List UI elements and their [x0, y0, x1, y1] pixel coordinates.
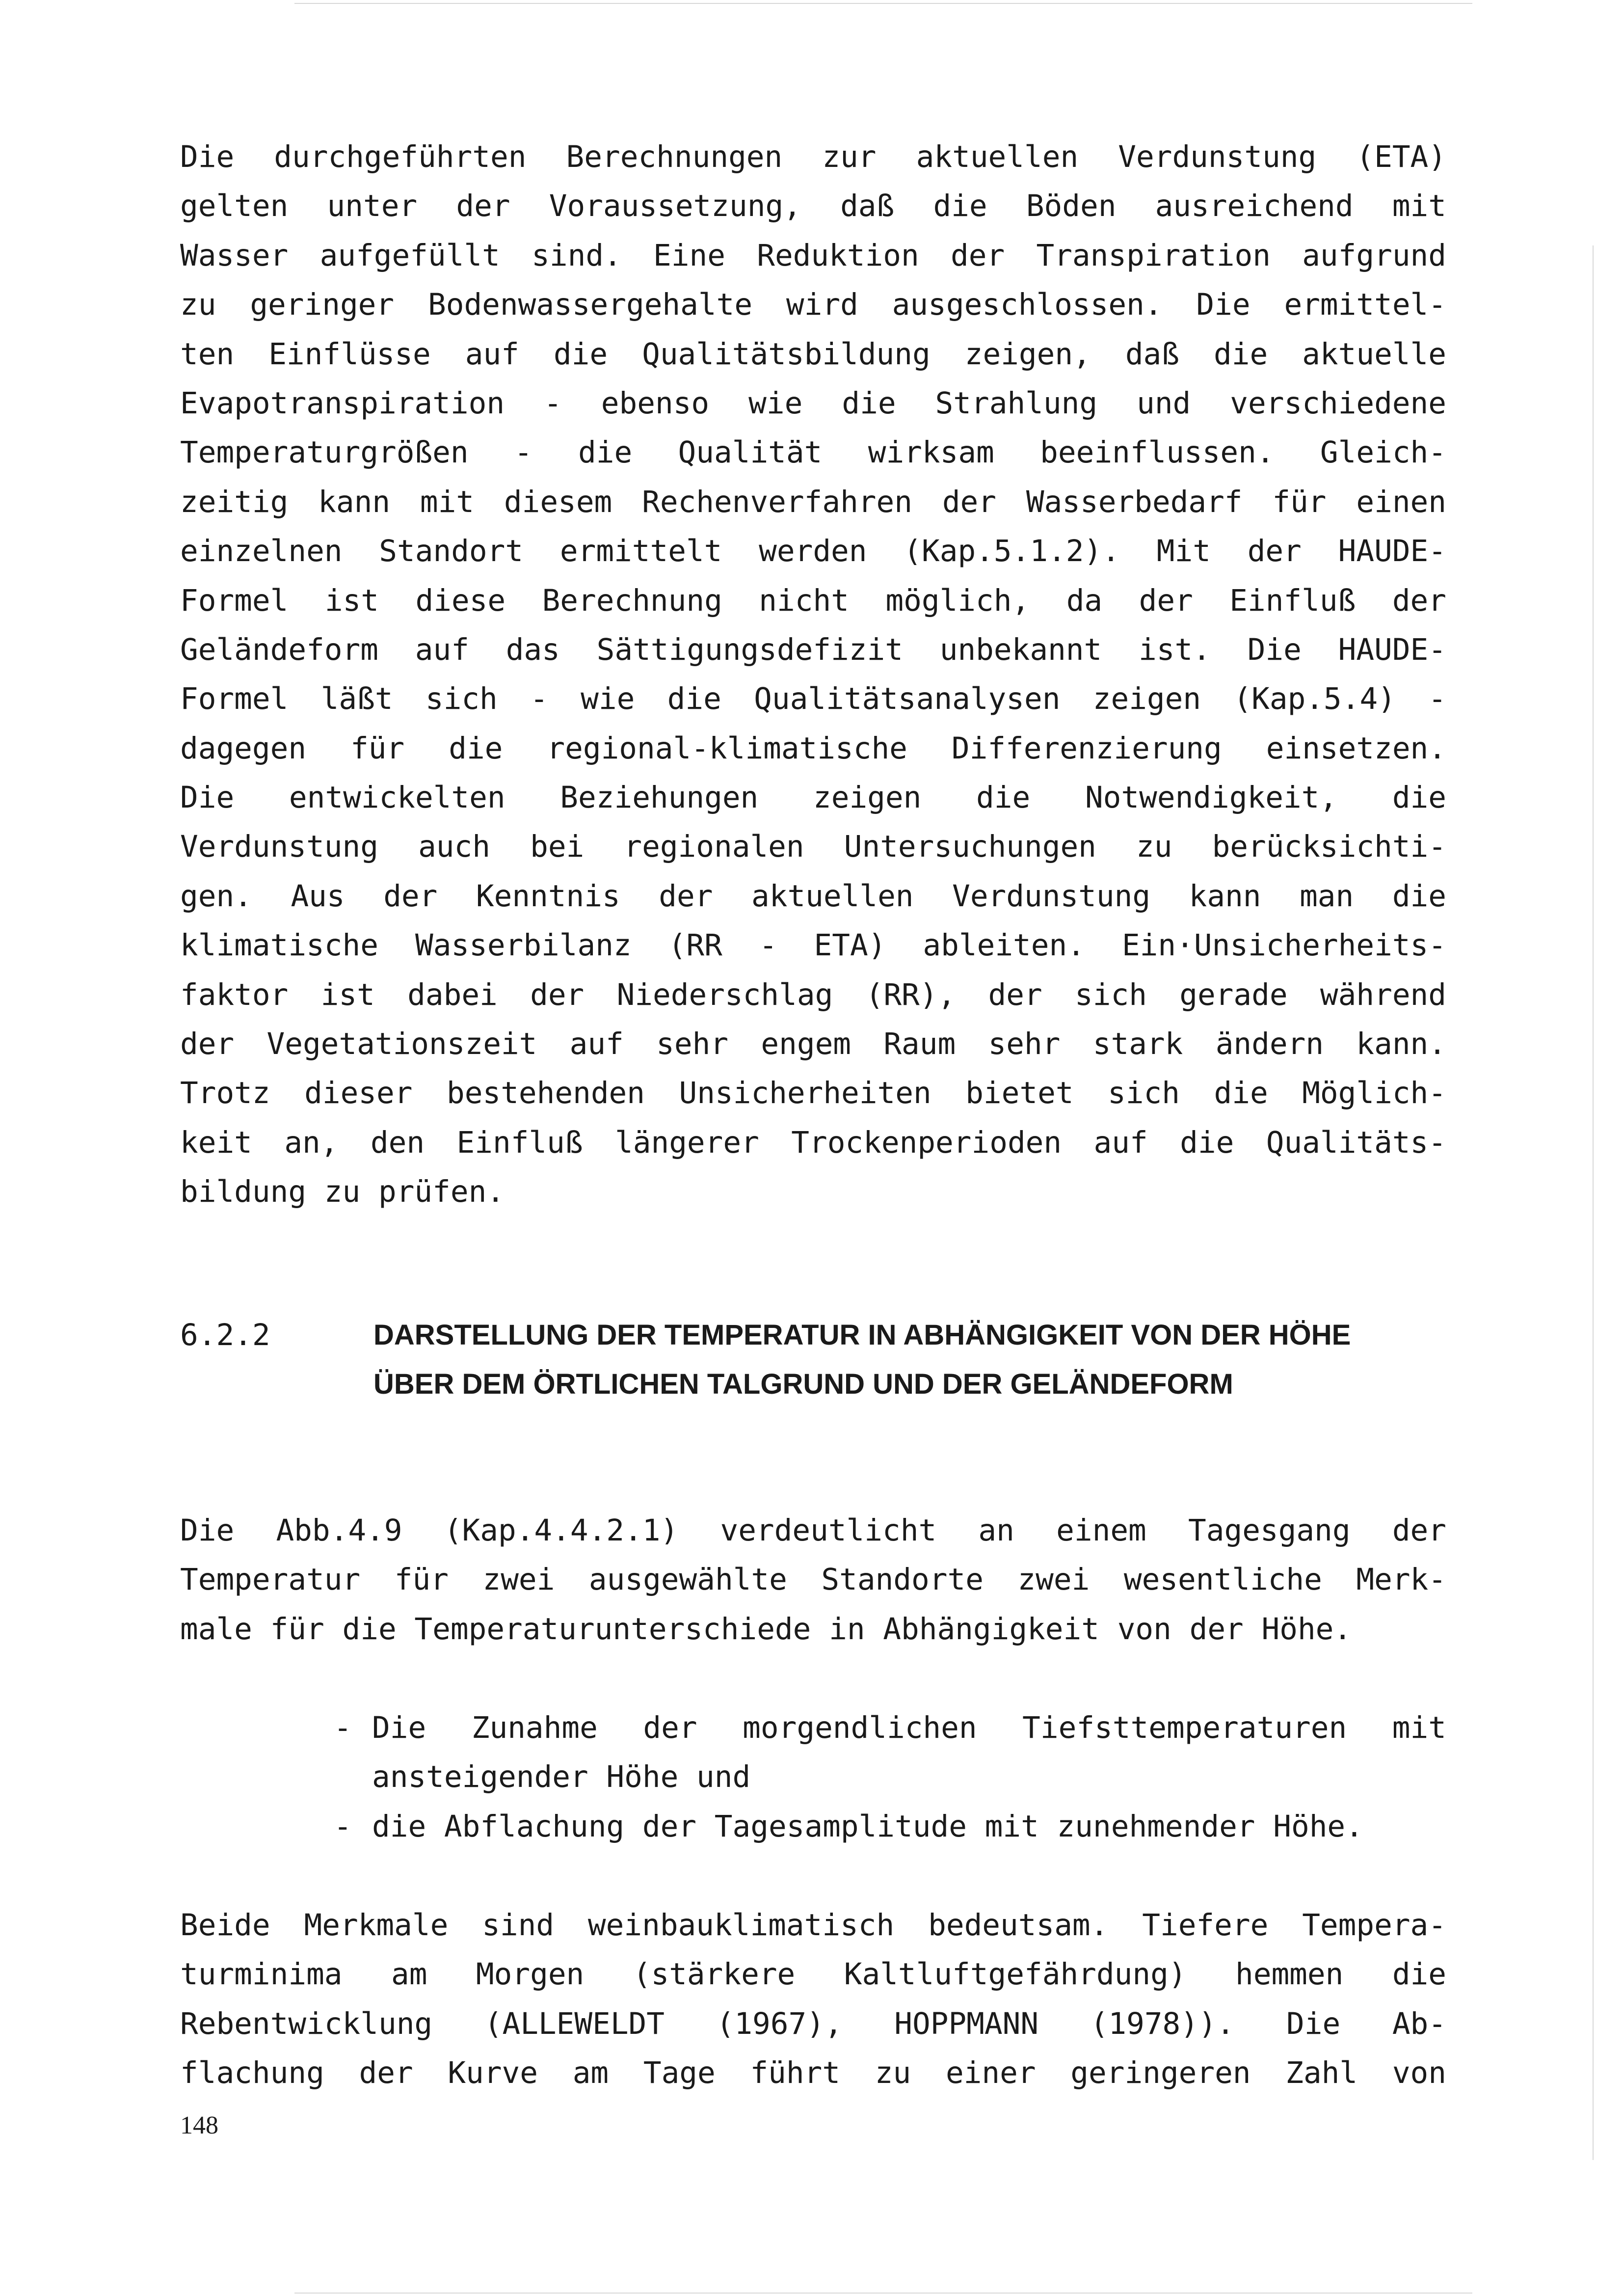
text-line: zeitig kann mit diesem Rechenverfahren der Wasserbedarf für einen [180, 484, 1446, 519]
paragraph-merkmale [180, 1901, 1446, 2098]
text-line: Beide Merkmale sind weinbauklimatisch bedeutsam. Tiefere Tempera- [180, 1908, 1446, 1943]
text-line: Formel läßt sich - wie die Qualitätsanalysen zeigen (Kap.5.4) - [180, 681, 1446, 717]
text-line: Evapotranspiration - ebenso wie die Strahlung und verschiedene [180, 385, 1446, 421]
text-line: gelten unter der Voraussetzung, daß die Böden ausreichend mit [180, 189, 1446, 224]
section-heading [180, 1311, 1446, 1409]
text-line: faktor ist dabei der Niederschlag (RR), der sich gerade während [180, 977, 1446, 1012]
section-title-line: DARSTELLUNG DER TEMPERATUR IN ABHÄNGIGKEIT VON DER HÖHE [373, 1319, 1351, 1351]
text-line: Trotz dieser bestehenden Unsicherheiten bietet sich die Möglich- [180, 1076, 1446, 1111]
top-edge-line [294, 3, 1472, 4]
text-line: Die Zunahme der morgendlichen Tiefsttemperaturen mit [372, 1710, 1446, 1745]
text-line: Verdunstung auch bei regionalen Untersuchungen zu berücksichti- [180, 829, 1446, 864]
bullet-list [334, 1703, 1446, 1851]
text-line: bildung zu prüfen. [180, 1174, 505, 1210]
bullet-dash: - [334, 1710, 352, 1745]
text-line: die Abflachung der Tagesamplitude mit zunehmender Höhe. [372, 1809, 1363, 1844]
text-line: Die Abb.4.9 (Kap.4.4.2.1) verdeutlicht an einem Tagesgang der [180, 1513, 1446, 1548]
text-line: klimatische Wasserbilanz (RR - ETA) ableiten. Ein·Unsicherheits- [180, 928, 1446, 963]
paragraph-abb-4-9 [180, 1506, 1446, 1654]
text-line: Die entwickelten Beziehungen zeigen die Notwendigkeit, die [180, 780, 1446, 815]
text-line: einzelnen Standort ermittelt werden (Kap.5.1.2). Mit der HAUDE- [180, 534, 1446, 569]
bullet-dash: - [334, 1809, 352, 1844]
section-title-line: ÜBER DEM ÖRTLICHEN TALGRUND UND DER GELÄNDEFORM [373, 1368, 1233, 1400]
text-line: Wasser aufgefüllt sind. Eine Reduktion der Transpiration aufgrund [180, 238, 1446, 273]
list-item [334, 1703, 1446, 1802]
right-edge-line [1593, 245, 1594, 2160]
text-line: Rebentwicklung (ALLEWELDT (1967), HOPPMANN (1978)). Die Ab- [180, 2006, 1446, 2041]
section-title [373, 1311, 1446, 1409]
text-line: dagegen für die regional-klimatische Differenzierung einsetzen. [180, 730, 1446, 766]
section-number: 6.2.2 [180, 1318, 270, 1352]
text-line: turminima am Morgen (stärkere Kaltluftgefährdung) hemmen die [180, 1957, 1446, 1992]
paragraph-evapotranspiration [180, 133, 1446, 1217]
page-number: 148 [180, 2111, 218, 2139]
text-line: gen. Aus der Kenntnis der aktuellen Verdunstung kann man die [180, 878, 1446, 914]
bottom-edge-line [294, 2293, 1472, 2294]
text-line: der Vegetationszeit auf sehr engem Raum sehr stark ändern kann. [180, 1026, 1446, 1062]
text-line: Geländeform auf das Sättigungsdefizit unbekannt ist. Die HAUDE- [180, 632, 1446, 667]
text-line: zu geringer Bodenwassergehalte wird ausgeschlossen. Die ermittel- [180, 287, 1446, 323]
text-line: Temperaturgrößen - die Qualität wirksam beeinflussen. Gleich- [180, 435, 1446, 470]
text-line: Formel ist diese Berechnung nicht möglich, da der Einfluß der [180, 583, 1446, 618]
text-line: Die durchgeführten Berechnungen zur aktuellen Verdunstung (ETA) [180, 139, 1446, 174]
text-line: flachung der Kurve am Tage führt zu einer geringeren Zahl von [180, 2055, 1446, 2091]
text-line: Temperatur für zwei ausgewählte Standorte zwei wesentliche Merk- [180, 1562, 1446, 1597]
text-line: ten Einflüsse auf die Qualitätsbildung zeigen, daß die aktuelle [180, 336, 1446, 372]
text-line: keit an, den Einfluß längerer Trockenperioden auf die Qualitäts- [180, 1125, 1446, 1160]
text-line: male für die Temperaturunterschiede in Abhängigkeit von der Höhe. [180, 1611, 1352, 1647]
list-item [334, 1802, 1446, 1851]
text-line: ansteigender Höhe und [372, 1759, 751, 1795]
